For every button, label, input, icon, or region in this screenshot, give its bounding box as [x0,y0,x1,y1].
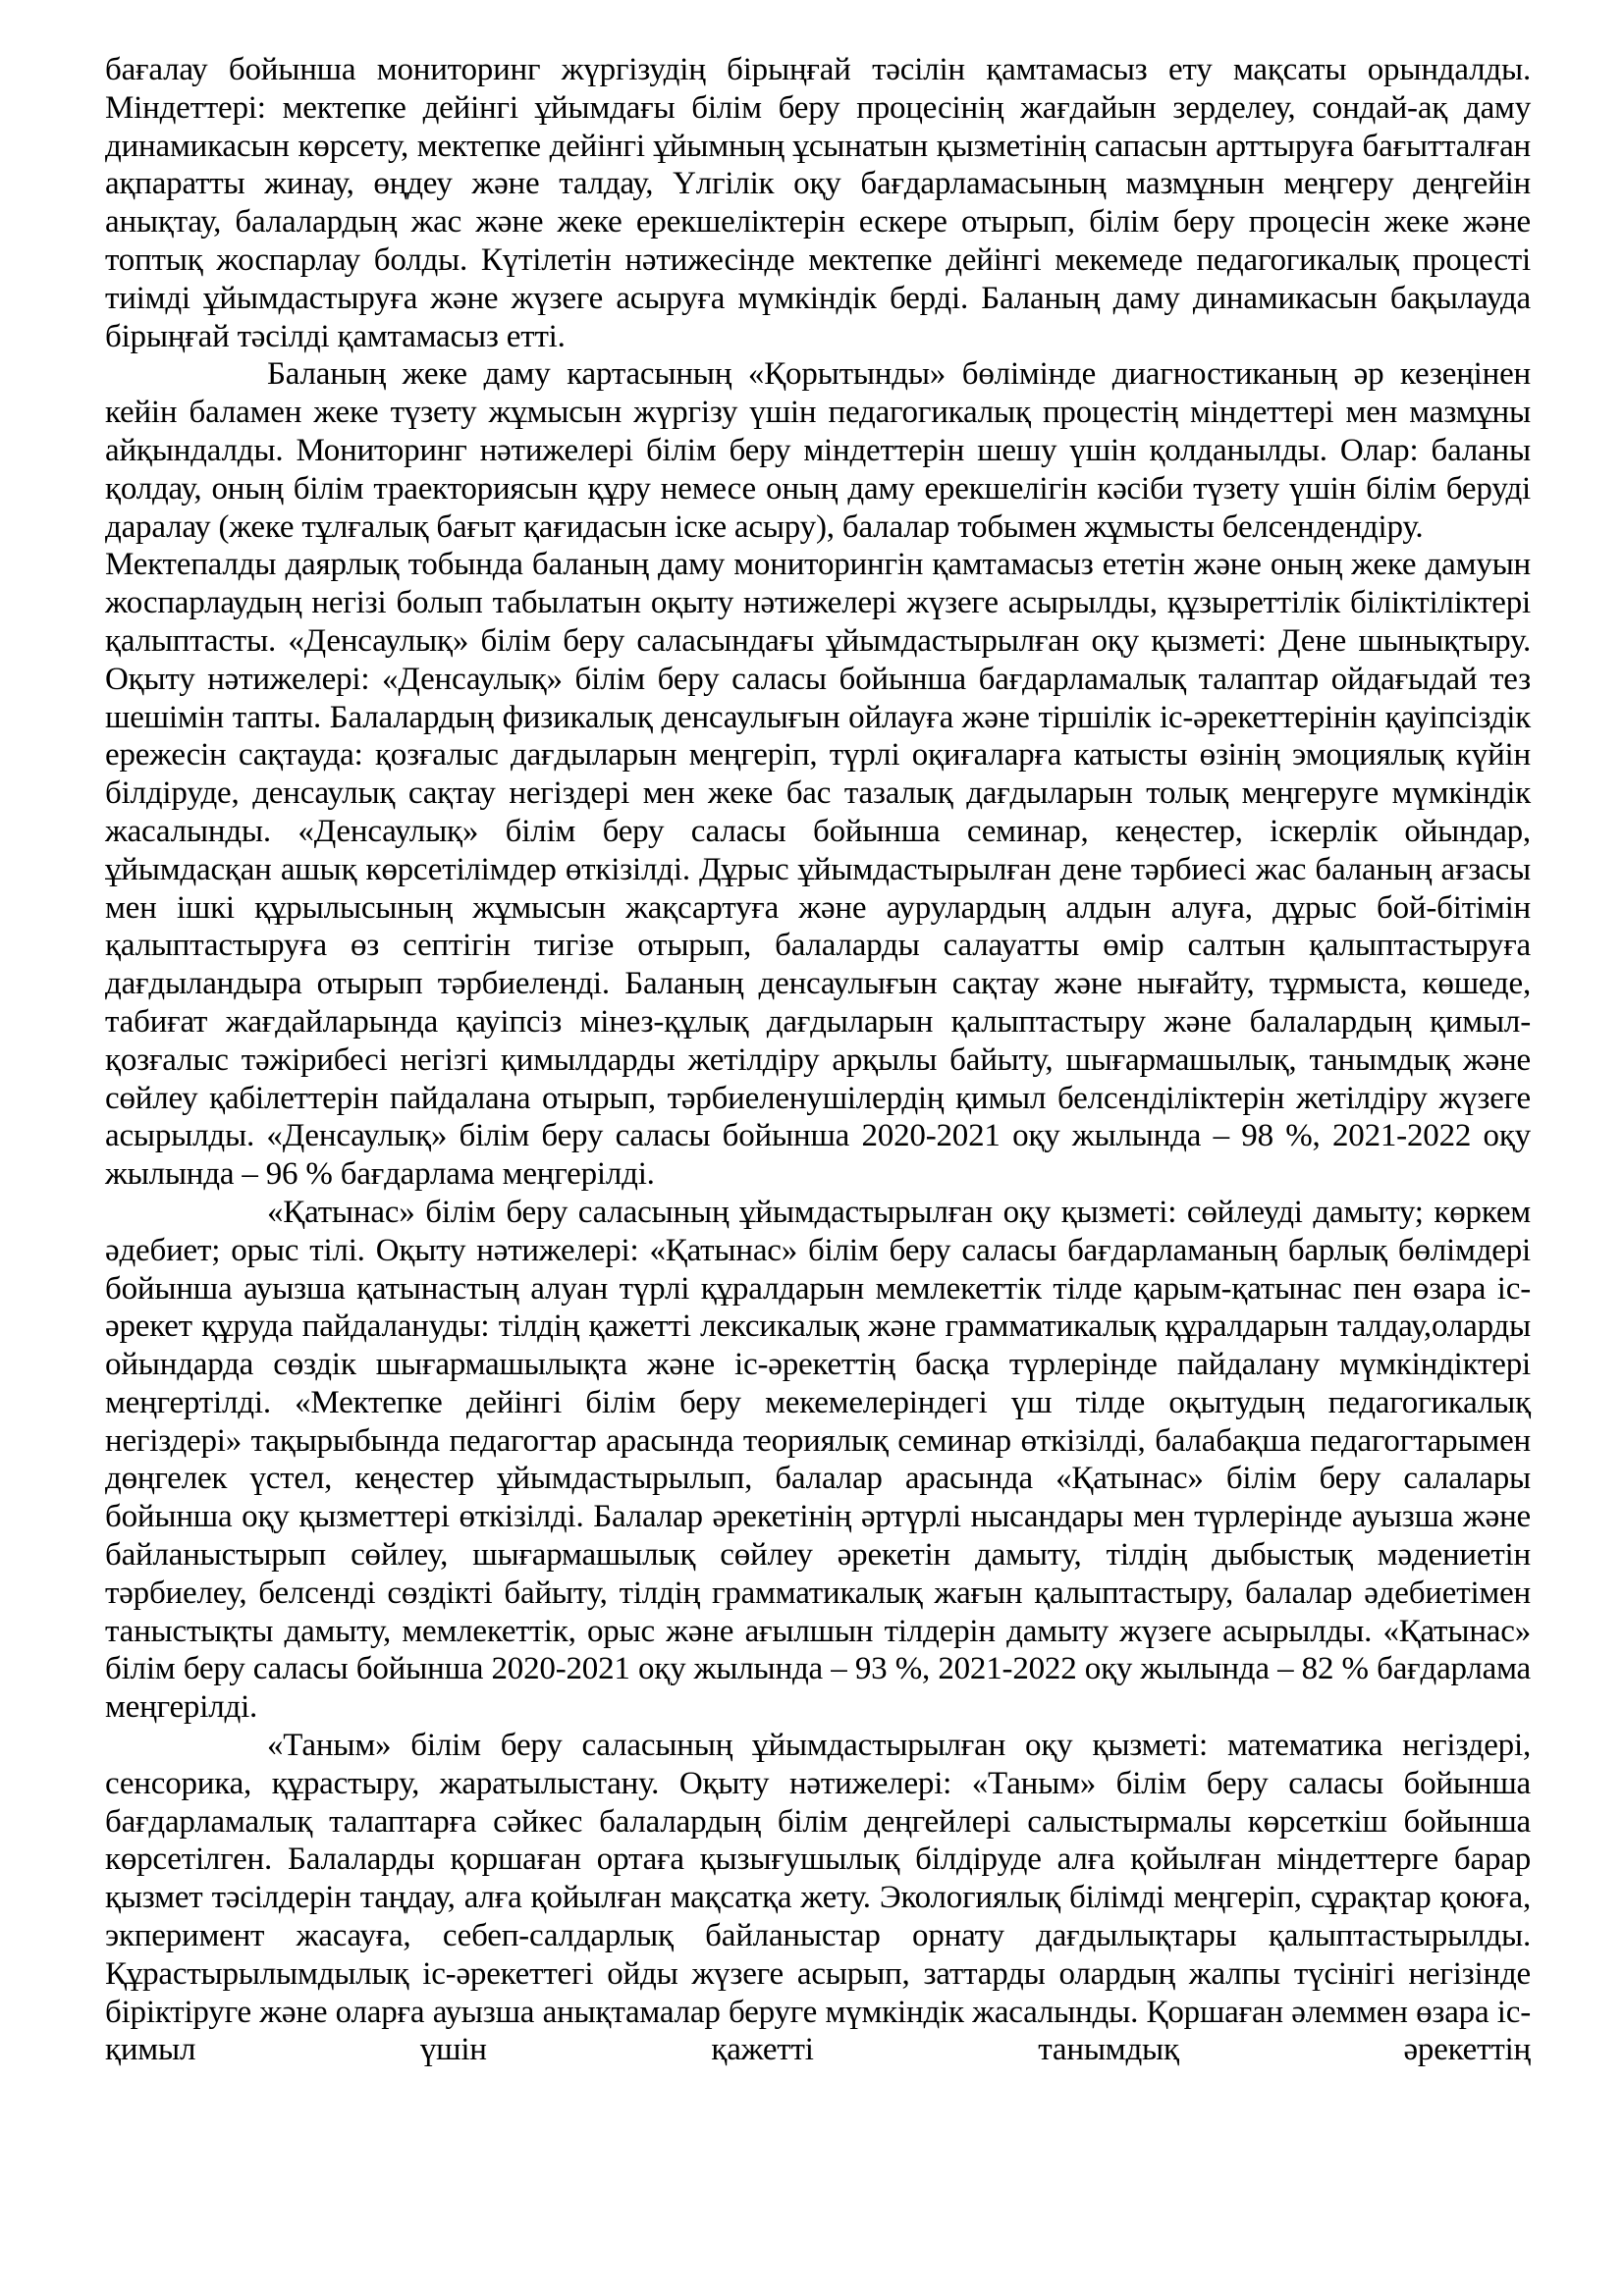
paragraph-qatynas-area: «Қатынас» білім беру саласының ұйымдастырылған оқу қызметі: сөйлеуді дамыту; көркем әдебиет; орыс тілі. Оқыту нәтижелері: «Қатынас» білім беру саласы бағдарламаның барлық бөлімдері бойынша ауызша қатынастың алуан түрлі құралдарын мемлекеттік тілде қарым-қатынас пен өзара іс-әрекет құруда пайдалануды: тілдің қажетті лексикалық және грамматикалық құралдарын талдау,оларды ойындарда сөздік шығармашылықта және іс-әрекеттің басқа түрлерінде пайдалану мүмкіндіктері меңгертілді. «Мектепке дейінгі білім беру мекемелеріндегі үш тілде оқытудың педагогикалық негіздері» тақырыбында педагогтар арасында теориялық семинар өткізілді, балабақша педагогтарымен дөңгелек үстел, кеңестер ұйымдастырылып, балалар арасында «Қатынас» білім беру салалары бойынша оқу қызметтері өткізілді. Балалар әрекетінің әртүрлі нысандары мен түрлерінде ауызша және байланыстырып сөйлеу, шығармашылық сөйлеу әрекетін дамыту, тілдің дыбыстық мәдениетін тәрбиелеу, белсенді сөздікті байыту, тілдің грамматикалық жағын қалыптастыру, балалар әдебиетімен таныстықты дамыту, мемлекеттік, орыс және ағылшын тілдерін дамыту жүзеге асырылды. «Қатынас» білім беру саласы бойынша 2020-2021 оқу жылында – 93 %, 2021-2022 оқу жылында – 82 % бағдарлама меңгерілді. [105,1194,1531,1726]
document-text-block [105,51,1531,2069]
paragraph-densaulyk-area: Мектепалды даярлық тобында баланың даму мониторингін қамтамасыз ететін және оның жеке дамуын жоспарлаудың негізі болып табылатын оқыту нәтижелері жүзеге асырылды, құзыреттілік біліктіліктері қалыптасты. «Денсаулық» білім беру саласындағы ұйымдастырылған оқу қызметі: Дене шынықтыру. Оқыту нәтижелері: «Денсаулық» білім беру саласы бойынша бағдарламалық талаптар ойдағыдай тез шешімін тапты. Балалардың физикалық денсаулығын ойлауға және тіршілік іс-әрекеттерінін қауіпсіздік ережесін сақтауда: қозғалыс дағдыларын меңгеріп, түрлі оқиғаларға катысты өзінің эмоциялық күйін білдіруде, денсаулық сақтау негіздері мен жеке бас тазалық дағдыларын толық меңгеруге мүмкіндік жасалынды. «Денсаулық» білім беру саласы бойынша семинар, кеңестер, іскерлік ойындар, ұйымдасқан ашық көрсетілімдер өткізілді. Дұрыс ұйымдастырылған дене тәрбиесі жас баланың ағзасы мен ішкі құрылысының жұмысын жақсартуға және аурулардың алдын алуға, дұрыс бой-бітімін қалыптастыруға өз септігін тигізе отырып, балаларды салауатты өмір салтын қалыптастыруға дағдыландыра отырып тәрбиеленді. Баланың денсаулығын сақтау және нығайту, тұрмыста, көшеде, табиғат жағдайларында қауіпсіз мінез-құлық дағдыларын қалыптастыру және балалардың қимыл-қозғалыс тәжірибесі негізгі қимылдарды жетілдіру арқылы байыту, шығармашылық, танымдық және сөйлеу қабілеттерін пайдалана отырып, тәрбиеленушілердің қимыл белсенділіктерін жетілдіру жүзеге асырылды. «Денсаулық» білім беру саласы бойынша 2020-2021 оқу жылында – 98 %, 2021-2022 оқу жылында – 96 % бағдарлама меңгерілді. [105,547,1531,1193]
paragraph-tanym-area: «Таным» білім беру саласының ұйымдастырылған оқу қызметі: математика негіздері, сенсорика, құрастыру, жаратылыстану. Оқыту нәтижелері: «Таным» білім беру саласы бойынша бағдарламалық талаптарға сәйкес балалардың білім деңгейлері салыстырмалы көрсеткіш бойынша көрсетілген. Балаларды қоршаған ортаға қызығушылық білдіруде алға қойылған міндеттерге барар қызмет тәсілдерін таңдау, алға қойылған мақсатқа жету. Экологиялық білімді меңгеріп, сұрақтар қоюға, экперимент жасауға, себеп-салдарлық байланыстар орнату дағдылықтары қалыптастырылды. Құрастырылымдылық іс-әрекеттегі ойды жүзеге асырып, заттарды олардың жалпы түсінігі негізінде біріктіруге және оларға ауызша анықтамалар беруге мүмкіндік жасалынды. Қоршаған әлеммен өзара іс-қимыл үшін қажетті танымдық әрекеттің [105,1728,1531,2068]
paragraph-monitoring-goals: бағалау бойынша мониторинг жүргізудің бірыңғай тәсілін қамтамасыз ету мақсаты орындалды. Міндеттері: мектепке дейінгі ұйымдағы білім беру процесінің жағдайын зерделеу, сондай-ақ даму динамикасын көрсету, мектепке дейінгі ұйымның ұсынатын қызметінің сапасын арттыруға бағытталған ақпаратты жинау, өңдеу және талдау, Үлгілік оқу бағдарламасының мазмұнын меңгеру деңгейін анықтау, балалардың жас және жеке ерекшеліктерін ескере отырып, білім беру процесін жеке және топтық жоспарлау болды. Күтілетін нәтижесінде мектепке дейінгі мекемеде педагогикалық процесті тиімді ұйымдастыруға және жүзеге асыруға мүмкіндік берді. Баланың даму динамикасын бақылауда бірыңғай тәсілді қамтамасыз етті. [105,52,1531,354]
paragraph-individual-development-map: Баланың жеке даму картасының «Қорытынды» бөлімінде диагностиканың әр кезеңінен кейін баламен жеке түзету жұмысын жүргізу үшін педагогикалық процестің міндеттері мен мазмұны айқындалды. Мониторинг нәтижелері білім беру міндеттерін шешу үшін қолданылды. Олар: баланы қолдау, оның білім траекториясын құру немесе оның даму ерекшелігін кәсіби түзету үшін білім беруді даралау (жеке тұлғалық бағыт қағидасын іске асыру), балалар тобымен жұмысты белсендендіру. [105,356,1531,545]
